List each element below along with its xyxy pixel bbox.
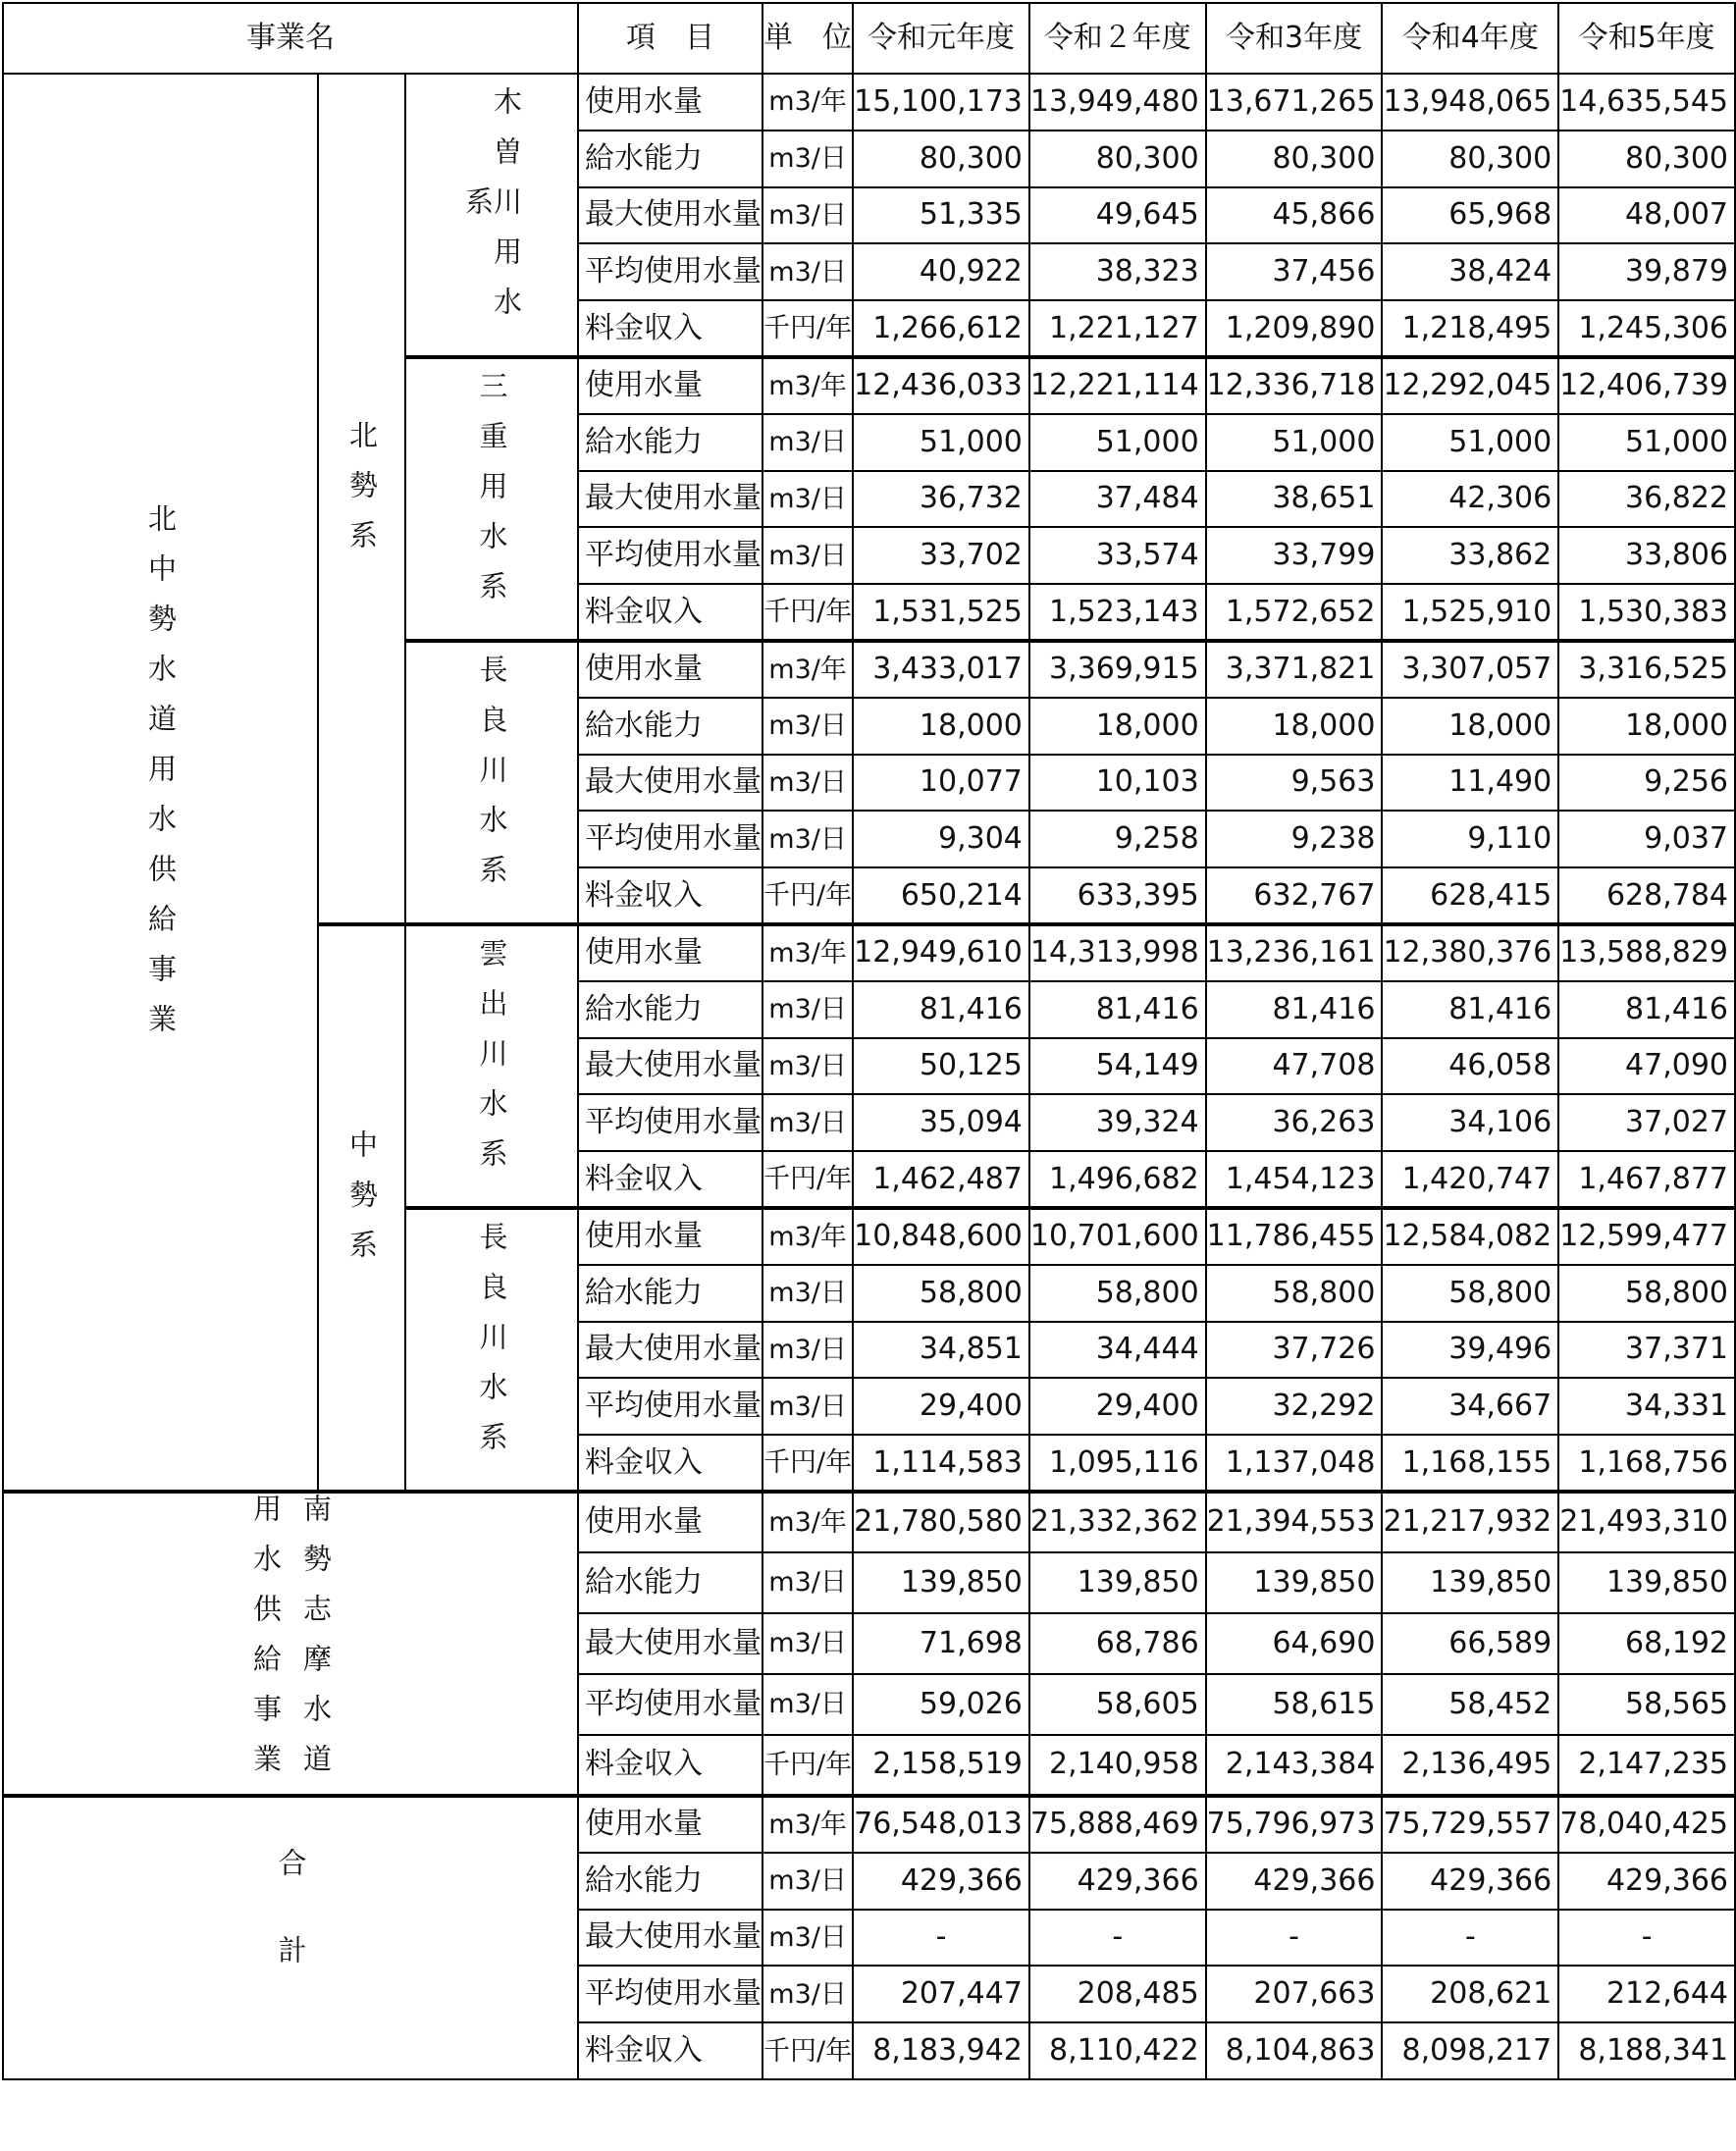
- value-cell: 47,090: [1558, 1038, 1735, 1095]
- value-cell: 37,371: [1558, 1322, 1735, 1379]
- value-cell: 13,671,265: [1206, 74, 1383, 131]
- value-cell: 33,806: [1558, 527, 1735, 584]
- value-cell: 34,106: [1382, 1094, 1558, 1151]
- value-cell: 1,266,612: [853, 300, 1029, 357]
- value-cell: 8,188,341: [1558, 2022, 1735, 2079]
- row-item: 給水能力: [578, 981, 763, 1038]
- value-cell: 1,462,487: [853, 1151, 1029, 1208]
- header-unit: 単 位: [763, 3, 853, 74]
- value-cell: 75,796,973: [1206, 1796, 1383, 1853]
- row-unit: m3/日: [763, 698, 853, 755]
- value-cell: 9,258: [1029, 811, 1206, 867]
- value-cell: 80,300: [1382, 131, 1558, 187]
- value-cell: 12,436,033: [853, 357, 1029, 414]
- value-cell: 37,456: [1206, 243, 1383, 300]
- system-label-cell: [405, 357, 578, 641]
- row-item: 使用水量: [578, 357, 763, 414]
- value-cell: 80,300: [1206, 131, 1383, 187]
- row-unit: m3/年: [763, 74, 853, 131]
- value-cell: 81,416: [1558, 981, 1735, 1038]
- row-unit: m3/日: [763, 471, 853, 528]
- value-cell: 66,589: [1382, 1613, 1558, 1674]
- row-unit: m3/年: [763, 641, 853, 698]
- value-cell: 14,313,998: [1029, 924, 1206, 981]
- system-label: 長良川水系: [475, 654, 509, 905]
- row-item: 平均使用水量: [578, 243, 763, 300]
- value-cell: 21,780,580: [853, 1492, 1029, 1552]
- value-cell: 10,701,600: [1029, 1208, 1206, 1265]
- row-unit: m3/日: [763, 811, 853, 867]
- value-cell: 12,406,739: [1558, 357, 1735, 414]
- value-cell: 8,110,422: [1029, 2022, 1206, 2079]
- row-item: 料金収入: [578, 1735, 763, 1796]
- value-cell: 34,331: [1558, 1378, 1735, 1435]
- value-cell: 42,306: [1382, 471, 1558, 528]
- value-cell: 1,530,383: [1558, 584, 1735, 641]
- value-cell: 48,007: [1558, 187, 1735, 244]
- row-unit: m3/日: [763, 1378, 853, 1435]
- value-cell: 10,848,600: [853, 1208, 1029, 1265]
- value-cell: 8,104,863: [1206, 2022, 1383, 2079]
- water-supply-table: [2, 2, 1736, 2080]
- value-cell: 37,726: [1206, 1322, 1383, 1379]
- value-cell: 37,484: [1029, 471, 1206, 528]
- row-unit: 千円/年: [763, 300, 853, 357]
- value-cell: 33,702: [853, 527, 1029, 584]
- value-cell: 18,000: [1029, 698, 1206, 755]
- row-unit: m3/日: [763, 131, 853, 187]
- total-label: 合計: [274, 1847, 308, 2022]
- water-supply-table-container: [2, 2, 1736, 2080]
- value-cell: 1,218,495: [1382, 300, 1558, 357]
- value-cell: -: [853, 1910, 1029, 1967]
- row-item: 使用水量: [578, 924, 763, 981]
- row-item: 給水能力: [578, 1552, 763, 1613]
- header-year-4: 令和4年度: [1382, 3, 1558, 74]
- value-cell: 1,454,123: [1206, 1151, 1383, 1208]
- value-cell: 51,000: [1558, 414, 1735, 471]
- value-cell: 1,523,143: [1029, 584, 1206, 641]
- row-unit: m3/年: [763, 1208, 853, 1265]
- row-unit: 千円/年: [763, 1435, 853, 1492]
- value-cell: 46,058: [1382, 1038, 1558, 1095]
- row-unit: m3/日: [763, 1322, 853, 1379]
- value-cell: 47,708: [1206, 1038, 1383, 1095]
- value-cell: 58,452: [1382, 1674, 1558, 1735]
- value-cell: 37,027: [1558, 1094, 1735, 1151]
- value-cell: 8,098,217: [1382, 2022, 1558, 2079]
- value-cell: 38,651: [1206, 471, 1383, 528]
- value-cell: 10,077: [853, 755, 1029, 812]
- value-cell: 80,300: [1558, 131, 1735, 187]
- value-cell: 18,000: [1558, 698, 1735, 755]
- value-cell: 8,183,942: [853, 2022, 1029, 2079]
- value-cell: 40,922: [853, 243, 1029, 300]
- value-cell: 429,366: [1382, 1853, 1558, 1910]
- value-cell: 33,799: [1206, 527, 1383, 584]
- value-cell: 38,424: [1382, 243, 1558, 300]
- value-cell: 139,850: [1558, 1552, 1735, 1613]
- value-cell: 81,416: [1029, 981, 1206, 1038]
- value-cell: 21,332,362: [1029, 1492, 1206, 1552]
- value-cell: 51,000: [1206, 414, 1383, 471]
- hokusei-label: 北勢系: [345, 420, 379, 571]
- value-cell: 34,851: [853, 1322, 1029, 1379]
- value-cell: 212,644: [1558, 1966, 1735, 2022]
- nansei-label-cell: [3, 1492, 578, 1796]
- value-cell: 78,040,425: [1558, 1796, 1735, 1853]
- value-cell: 9,037: [1558, 811, 1735, 867]
- row-unit: m3/日: [763, 1265, 853, 1322]
- value-cell: 33,862: [1382, 527, 1558, 584]
- row-item: 平均使用水量: [578, 1094, 763, 1151]
- row-item: 最大使用水量: [578, 1910, 763, 1967]
- row-unit: 千円/年: [763, 584, 853, 641]
- value-cell: 1,525,910: [1382, 584, 1558, 641]
- value-cell: 1,095,116: [1029, 1435, 1206, 1492]
- row-unit: m3/日: [763, 1038, 853, 1095]
- value-cell: 29,400: [853, 1378, 1029, 1435]
- table-row: [3, 74, 1735, 131]
- value-cell: 39,324: [1029, 1094, 1206, 1151]
- row-item: 最大使用水量: [578, 471, 763, 528]
- chusei-label-cell: [318, 924, 405, 1492]
- value-cell: 632,767: [1206, 867, 1383, 924]
- row-unit: m3/日: [763, 187, 853, 244]
- row-item: 給水能力: [578, 1853, 763, 1910]
- value-cell: 1,114,583: [853, 1435, 1029, 1492]
- table-row: [3, 1796, 1735, 1853]
- value-cell: 12,949,610: [853, 924, 1029, 981]
- value-cell: 10,103: [1029, 755, 1206, 812]
- value-cell: 51,000: [1382, 414, 1558, 471]
- row-item: 給水能力: [578, 414, 763, 471]
- row-unit: m3/日: [763, 1910, 853, 1967]
- row-item: 最大使用水量: [578, 187, 763, 244]
- value-cell: 51,000: [1029, 414, 1206, 471]
- value-cell: 3,433,017: [853, 641, 1029, 698]
- value-cell: 81,416: [1206, 981, 1383, 1038]
- row-unit: m3/日: [763, 1613, 853, 1674]
- value-cell: 34,444: [1029, 1322, 1206, 1379]
- value-cell: 12,292,045: [1382, 357, 1558, 414]
- value-cell: 208,621: [1382, 1966, 1558, 2022]
- value-cell: 429,366: [1206, 1853, 1383, 1910]
- row-unit: m3/日: [763, 527, 853, 584]
- row-unit: 千円/年: [763, 867, 853, 924]
- value-cell: 39,496: [1382, 1322, 1558, 1379]
- value-cell: 1,531,525: [853, 584, 1029, 641]
- row-item: 最大使用水量: [578, 1613, 763, 1674]
- value-cell: 75,888,469: [1029, 1796, 1206, 1853]
- value-cell: 71,698: [853, 1613, 1029, 1674]
- row-unit: m3/日: [763, 1094, 853, 1151]
- value-cell: 33,574: [1029, 527, 1206, 584]
- value-cell: 1,168,756: [1558, 1435, 1735, 1492]
- row-unit: m3/日: [763, 243, 853, 300]
- value-cell: 633,395: [1029, 867, 1206, 924]
- row-unit: 千円/年: [763, 1735, 853, 1796]
- value-cell: 208,485: [1029, 1966, 1206, 2022]
- value-cell: 139,850: [853, 1552, 1029, 1613]
- value-cell: 9,304: [853, 811, 1029, 867]
- value-cell: 9,256: [1558, 755, 1735, 812]
- header-year-5: 令和5年度: [1558, 3, 1735, 74]
- value-cell: 76,548,013: [853, 1796, 1029, 1853]
- value-cell: 81,416: [1382, 981, 1558, 1038]
- value-cell: 12,336,718: [1206, 357, 1383, 414]
- value-cell: 1,137,048: [1206, 1435, 1383, 1492]
- value-cell: 18,000: [853, 698, 1029, 755]
- value-cell: 49,645: [1029, 187, 1206, 244]
- value-cell: 58,615: [1206, 1674, 1383, 1735]
- row-unit: m3/日: [763, 414, 853, 471]
- row-item: 平均使用水量: [578, 811, 763, 867]
- value-cell: 21,394,553: [1206, 1492, 1383, 1552]
- header-business-name: 事業名: [3, 3, 578, 74]
- header-year-2: 令和２年度: [1029, 3, 1206, 74]
- project-label-cell: [3, 74, 318, 1492]
- value-cell: 1,496,682: [1029, 1151, 1206, 1208]
- value-cell: 58,800: [1029, 1265, 1206, 1322]
- value-cell: 9,238: [1206, 811, 1383, 867]
- row-item: 使用水量: [578, 641, 763, 698]
- value-cell: 9,110: [1382, 811, 1558, 867]
- value-cell: 80,300: [853, 131, 1029, 187]
- value-cell: -: [1029, 1910, 1206, 1967]
- header-row: [3, 3, 1735, 74]
- value-cell: 3,369,915: [1029, 641, 1206, 698]
- value-cell: 139,850: [1029, 1552, 1206, 1613]
- value-cell: 80,300: [1029, 131, 1206, 187]
- row-item: 使用水量: [578, 1492, 763, 1552]
- value-cell: 3,371,821: [1206, 641, 1383, 698]
- chusei-label: 中勢系: [345, 1129, 379, 1281]
- row-item: 料金収入: [578, 1435, 763, 1492]
- value-cell: 13,948,065: [1382, 74, 1558, 131]
- value-cell: 2,140,958: [1029, 1735, 1206, 1796]
- value-cell: 58,800: [853, 1265, 1029, 1322]
- value-cell: 32,292: [1206, 1378, 1383, 1435]
- value-cell: 13,949,480: [1029, 74, 1206, 131]
- value-cell: 36,822: [1558, 471, 1735, 528]
- value-cell: 628,415: [1382, 867, 1558, 924]
- value-cell: 29,400: [1029, 1378, 1206, 1435]
- value-cell: 21,493,310: [1558, 1492, 1735, 1552]
- value-cell: 1,245,306: [1558, 300, 1735, 357]
- header-year-3: 令和3年度: [1206, 3, 1383, 74]
- value-cell: 45,866: [1206, 187, 1383, 244]
- value-cell: 81,416: [853, 981, 1029, 1038]
- row-item: 平均使用水量: [578, 1966, 763, 2022]
- row-unit: m3/年: [763, 357, 853, 414]
- system-label: 木曽川用水系: [461, 86, 523, 338]
- value-cell: 15,100,173: [853, 74, 1029, 131]
- value-cell: 12,584,082: [1382, 1208, 1558, 1265]
- value-cell: 58,800: [1206, 1265, 1383, 1322]
- value-cell: 9,563: [1206, 755, 1383, 812]
- value-cell: 11,786,455: [1206, 1208, 1383, 1265]
- value-cell: 54,149: [1029, 1038, 1206, 1095]
- value-cell: 39,879: [1558, 243, 1735, 300]
- system-label-cell: [405, 641, 578, 924]
- row-unit: 千円/年: [763, 1151, 853, 1208]
- row-item: 給水能力: [578, 698, 763, 755]
- value-cell: 1,420,747: [1382, 1151, 1558, 1208]
- value-cell: 68,786: [1029, 1613, 1206, 1674]
- row-item: 最大使用水量: [578, 1038, 763, 1095]
- nansei-label-left: 用水供給事業: [249, 1493, 283, 1794]
- system-label-cell: [405, 74, 578, 357]
- value-cell: 139,850: [1206, 1552, 1383, 1613]
- value-cell: 51,000: [853, 414, 1029, 471]
- value-cell: 12,221,114: [1029, 357, 1206, 414]
- value-cell: 64,690: [1206, 1613, 1383, 1674]
- row-unit: m3/年: [763, 924, 853, 981]
- hokusei-label-cell: [318, 74, 405, 924]
- value-cell: 75,729,557: [1382, 1796, 1558, 1853]
- value-cell: 2,147,235: [1558, 1735, 1735, 1796]
- value-cell: -: [1382, 1910, 1558, 1967]
- system-label: 雲出川水系: [475, 937, 509, 1188]
- value-cell: 51,335: [853, 187, 1029, 244]
- value-cell: 2,143,384: [1206, 1735, 1383, 1796]
- value-cell: 50,125: [853, 1038, 1029, 1095]
- row-item: 給水能力: [578, 1265, 763, 1322]
- row-item: 平均使用水量: [578, 1674, 763, 1735]
- row-item: 平均使用水量: [578, 1378, 763, 1435]
- value-cell: 35,094: [853, 1094, 1029, 1151]
- value-cell: 58,565: [1558, 1674, 1735, 1735]
- table-row: [3, 1492, 1735, 1552]
- row-unit: m3/年: [763, 1492, 853, 1552]
- value-cell: 36,263: [1206, 1094, 1383, 1151]
- value-cell: 59,026: [853, 1674, 1029, 1735]
- value-cell: 11,490: [1382, 755, 1558, 812]
- row-unit: 千円/年: [763, 2022, 853, 2079]
- row-item: 料金収入: [578, 867, 763, 924]
- row-unit: m3/日: [763, 1966, 853, 2022]
- value-cell: 12,599,477: [1558, 1208, 1735, 1265]
- value-cell: 68,192: [1558, 1613, 1735, 1674]
- value-cell: 36,732: [853, 471, 1029, 528]
- row-unit: m3/日: [763, 1853, 853, 1910]
- value-cell: 58,800: [1558, 1265, 1735, 1322]
- value-cell: 18,000: [1206, 698, 1383, 755]
- value-cell: 65,968: [1382, 187, 1558, 244]
- row-unit: m3/年: [763, 1796, 853, 1853]
- row-item: 最大使用水量: [578, 1322, 763, 1379]
- row-item: 料金収入: [578, 300, 763, 357]
- value-cell: 207,447: [853, 1966, 1029, 2022]
- row-item: 使用水量: [578, 1796, 763, 1853]
- row-unit: m3/日: [763, 1674, 853, 1735]
- row-item: 料金収入: [578, 1151, 763, 1208]
- system-label-cell: [405, 924, 578, 1208]
- value-cell: 429,366: [1029, 1853, 1206, 1910]
- row-item: 使用水量: [578, 74, 763, 131]
- value-cell: 1,221,127: [1029, 300, 1206, 357]
- value-cell: 1,467,877: [1558, 1151, 1735, 1208]
- total-label-cell: [3, 1796, 578, 2079]
- value-cell: 14,635,545: [1558, 74, 1735, 131]
- value-cell: -: [1558, 1910, 1735, 1967]
- row-unit: m3/日: [763, 1552, 853, 1613]
- value-cell: 628,784: [1558, 867, 1735, 924]
- header-year-1: 令和元年度: [853, 3, 1029, 74]
- value-cell: 34,667: [1382, 1378, 1558, 1435]
- value-cell: 1,168,155: [1382, 1435, 1558, 1492]
- row-unit: m3/日: [763, 755, 853, 812]
- value-cell: -: [1206, 1910, 1383, 1967]
- system-label-cell: [405, 1208, 578, 1492]
- header-item: 項 目: [578, 3, 763, 74]
- system-label: 三重用水系: [475, 370, 509, 621]
- value-cell: 429,366: [853, 1853, 1029, 1910]
- value-cell: 139,850: [1382, 1552, 1558, 1613]
- value-cell: 13,588,829: [1558, 924, 1735, 981]
- value-cell: 58,605: [1029, 1674, 1206, 1735]
- row-item: 平均使用水量: [578, 527, 763, 584]
- row-item: 使用水量: [578, 1208, 763, 1265]
- row-item: 料金収入: [578, 584, 763, 641]
- row-item: 最大使用水量: [578, 755, 763, 812]
- value-cell: 21,217,932: [1382, 1492, 1558, 1552]
- value-cell: 3,307,057: [1382, 641, 1558, 698]
- value-cell: 1,209,890: [1206, 300, 1383, 357]
- row-item: 給水能力: [578, 131, 763, 187]
- value-cell: 650,214: [853, 867, 1029, 924]
- value-cell: 429,366: [1558, 1853, 1735, 1910]
- value-cell: 207,663: [1206, 1966, 1383, 2022]
- value-cell: 38,323: [1029, 243, 1206, 300]
- row-unit: m3/日: [763, 981, 853, 1038]
- value-cell: 2,158,519: [853, 1735, 1029, 1796]
- row-item: 料金収入: [578, 2022, 763, 2079]
- nansei-label-pair: [4, 1494, 577, 1794]
- value-cell: 18,000: [1382, 698, 1558, 755]
- value-cell: 12,380,376: [1382, 924, 1558, 981]
- value-cell: 58,800: [1382, 1265, 1558, 1322]
- value-cell: 1,572,652: [1206, 584, 1383, 641]
- nansei-label-right: 南勢志摩水道: [299, 1493, 333, 1794]
- value-cell: 2,136,495: [1382, 1735, 1558, 1796]
- value-cell: 13,236,161: [1206, 924, 1383, 981]
- project-label: 北中勢水道用水供給事業: [144, 503, 178, 1055]
- value-cell: 3,316,525: [1558, 641, 1735, 698]
- system-label: 長良川水系: [475, 1221, 509, 1472]
